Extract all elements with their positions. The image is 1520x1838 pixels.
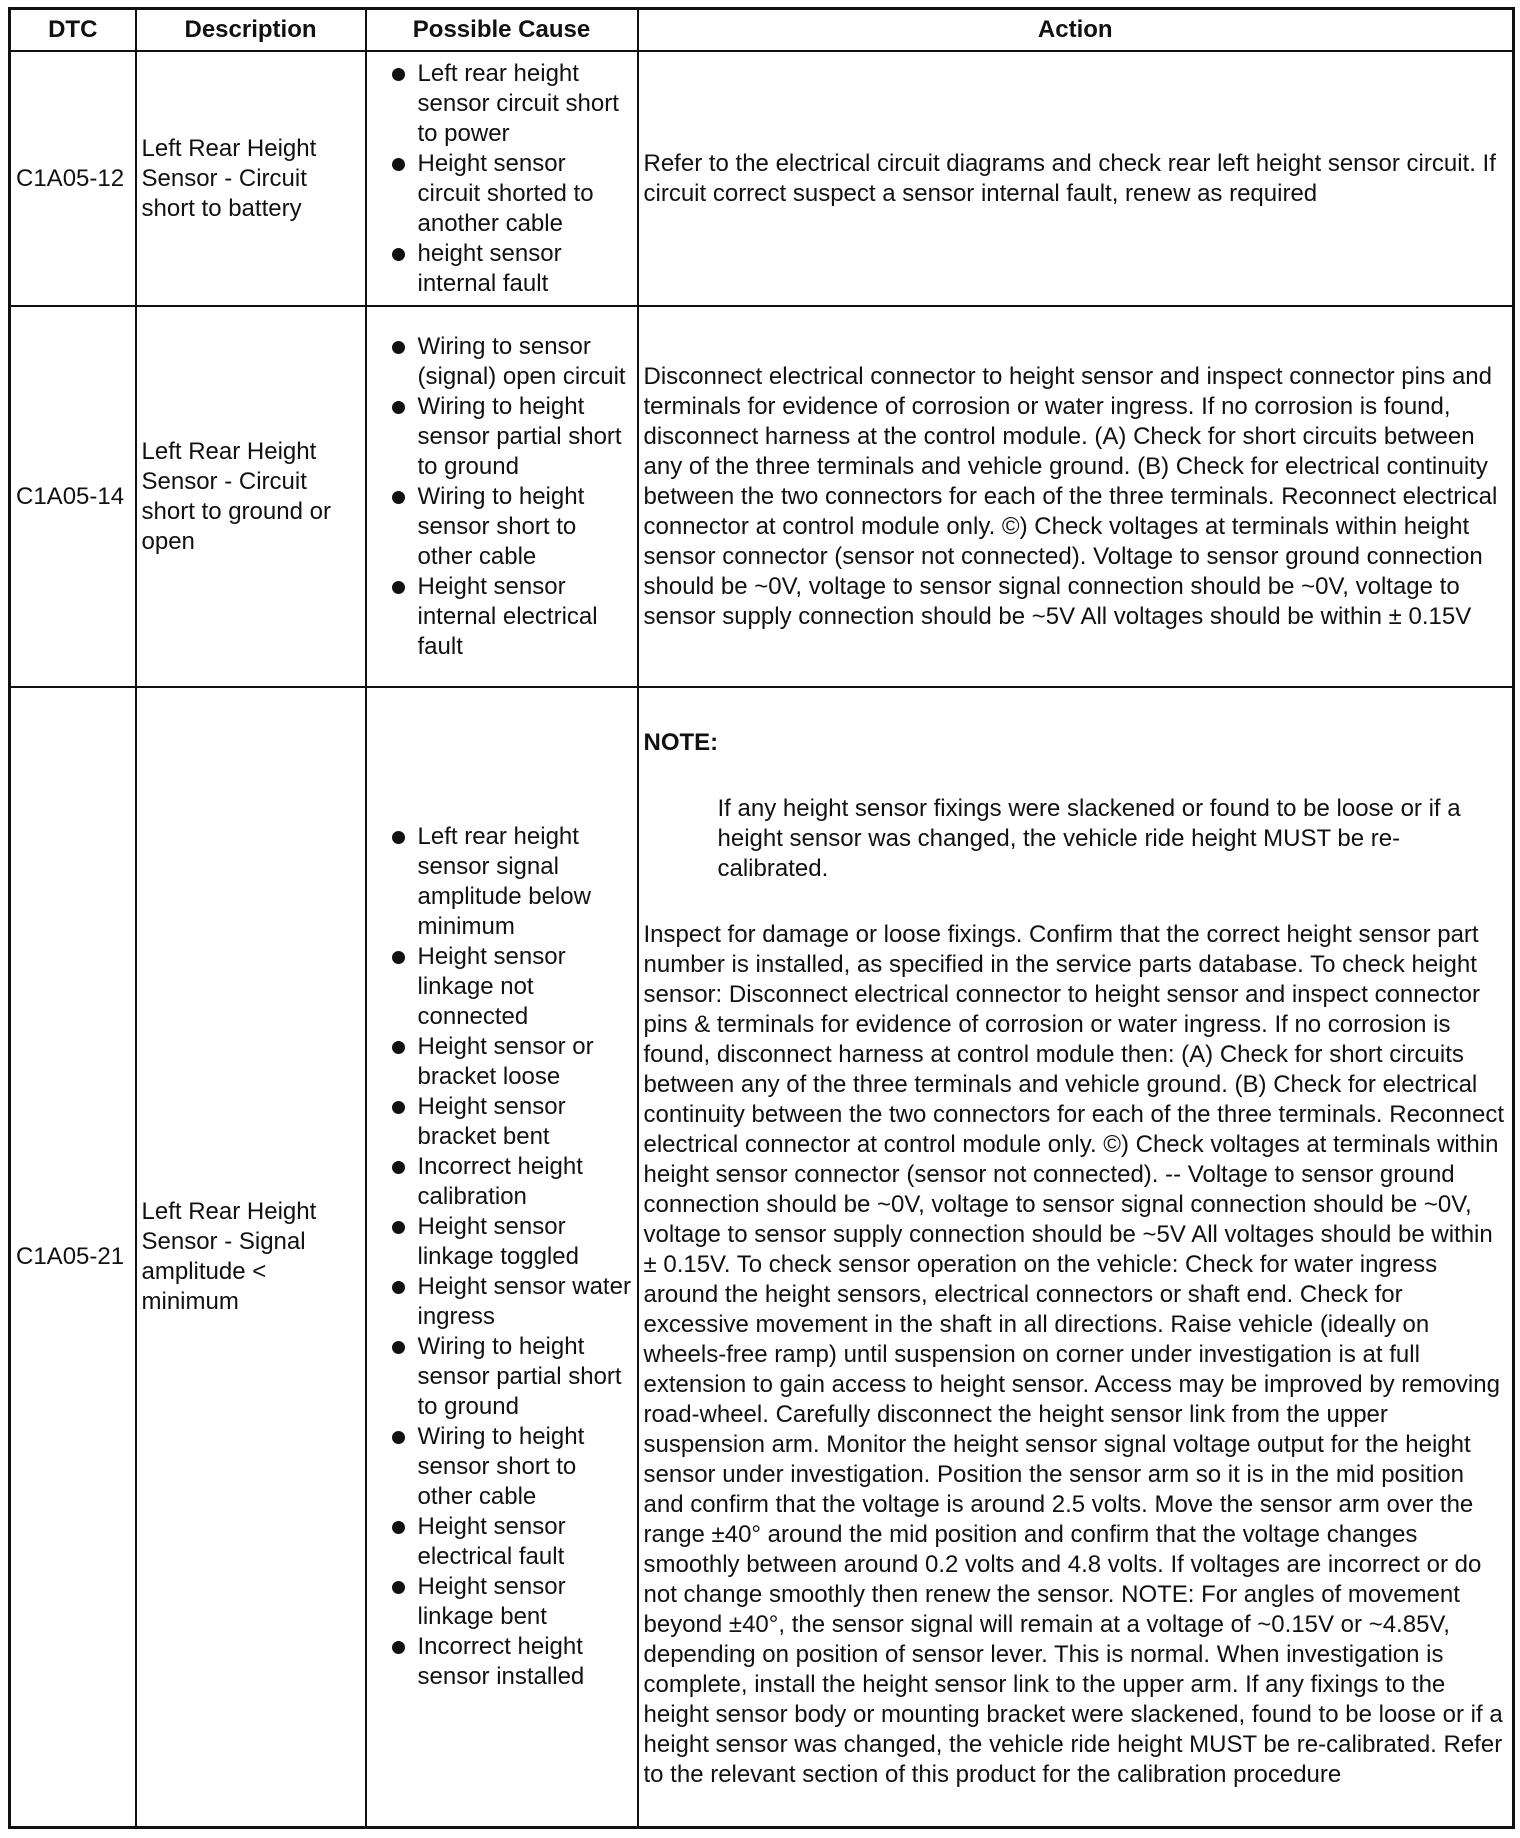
dtc-code: C1A05-12 <box>10 51 136 306</box>
cause-item: Incorrect height sensor installed <box>372 1632 633 1692</box>
cause-item: Height sensor linkage bent <box>372 1572 633 1632</box>
action-cell <box>638 687 1514 1828</box>
cause-item: Left rear height sensor circuit short to power <box>372 59 633 149</box>
cause-item: Wiring to height sensor short to other cable <box>372 482 633 572</box>
cause-item: Wiring to sensor (signal) open circuit <box>372 332 633 392</box>
dtc-table <box>8 7 1515 1829</box>
cause-item: Height sensor internal electrical fault <box>372 572 633 662</box>
dtc-code: C1A05-14 <box>10 306 136 687</box>
header-description: Description <box>136 9 366 52</box>
cause-item: Height sensor linkage toggled <box>372 1212 633 1272</box>
possible-cause-cell <box>366 51 638 306</box>
cause-item: Height sensor linkage not connected <box>372 942 633 1032</box>
table-row <box>10 687 1514 1828</box>
action-text: Disconnect electrical connector to height sensor and inspect connector pins and terminals for evidence of corrosion or water ingress. If no corrosion is found, disconnect harness at the control module. (A) Check for short circuits between any of the three terminals and vehicle ground. (B) Check for electrical continuity between the two connectors for each of the three terminals. Reconnect electrical connector at control module only. ©) Check voltages at terminals within height sensor connector (sensor not connected). Voltage to sensor ground connection should be ~0V, voltage to sensor signal connection should be ~0V, voltage to sensor supply connection should be ~5V All voltages should be within ± 0.15V <box>638 306 1514 687</box>
note-label: NOTE: <box>643 729 719 756</box>
cause-item: Wiring to height sensor partial short to ground <box>372 1332 633 1422</box>
cause-list <box>372 332 633 662</box>
cause-item: Wiring to height sensor short to other cable <box>372 1422 633 1512</box>
possible-cause-cell <box>366 306 638 687</box>
table-row <box>10 306 1514 687</box>
note-text: If any height sensor fixings were slackened or found to be loose or if a height sensor was changed, the vehicle ride height MUST be re-calibrated. <box>717 795 1461 882</box>
cause-item: Height sensor or bracket loose <box>372 1032 633 1092</box>
cause-item: Wiring to height sensor partial short to ground <box>372 392 633 482</box>
dtc-description: Left Rear Height Sensor - Circuit short to ground or open <box>136 306 366 687</box>
table-row <box>10 51 1514 306</box>
cause-item: Height sensor electrical fault <box>372 1512 633 1572</box>
cause-item: Height sensor water ingress <box>372 1272 633 1332</box>
cause-list <box>372 822 633 1692</box>
action-text: Refer to the electrical circuit diagrams and check rear left height sensor circuit. If circuit correct suspect a sensor internal fault, renew as required <box>638 51 1514 306</box>
cause-item: Left rear height sensor signal amplitude below minimum <box>372 822 633 942</box>
cause-item: Height sensor circuit shorted to another cable <box>372 149 633 239</box>
dtc-description: Left Rear Height Sensor - Signal amplitude < minimum <box>136 687 366 1828</box>
header-action: Action <box>638 9 1514 52</box>
action-text: Inspect for damage or loose fixings. Confirm that the correct height sensor part number is installed, as specified in the service parts database. To check height sensor: Disconnect electrical connector to height sensor and inspect connector pins & terminals for evidence of corrosion or water ingress. If no corrosion is found, disconnect harness at control module then: (A) Check for short circuits between any of the three terminals and vehicle ground. (B) Check for electrical continuity between the two connectors for each of the three terminals. Reconnect electrical connector at control module only. ©) Check voltages at terminals within height sensor connector (sensor not connected). -- Voltage to sensor ground connection should be ~0V, voltage to sensor signal connection should be ~0V, voltage to sensor supply connection should be ~5V All voltages should be within ± 0.15V. To check sensor operation on the vehicle: Check for water ingress around the height sensors, electrical connectors or shaft end. Check for excessive movement in the shaft in all directions. Raise vehicle (ideally on wheels-free ramp) until suspension on corner under investigation is at full extension to gain access to height sensor. Access may be improved by removing road-wheel. Carefully disconnect the height sensor link from the upper suspension arm. Monitor the height sensor signal voltage output for the height sensor under investigation. Position the sensor arm so it is in the mid position and confirm that the voltage is around 2.5 volts. Move the sensor arm over the range ±40° around the mid position and confirm that the voltage changes smoothly between around 0.2 volts and 4.8 volts. If voltages are incorrect or do not change smoothly then renew the sensor. NOTE: For angles of movement beyond ±40°, the sensor signal will remain at a voltage of ~0.15V or ~4.85V, depending on position of sensor lever. This is normal. When investigation is complete, install the height sensor link to the upper arm. If any fixings to the height sensor body or mounting bracket were slackened, found to be loose or if a height sensor was changed, the vehicle ride height MUST be re-calibrated. Refer to the relevant section of this product for the calibration procedure <box>643 921 1504 1788</box>
header-dtc: DTC <box>10 9 136 52</box>
cause-item: Height sensor bracket bent <box>372 1092 633 1152</box>
cause-item: height sensor internal fault <box>372 239 633 299</box>
dtc-code: C1A05-21 <box>10 687 136 1828</box>
header-row <box>10 9 1514 52</box>
dtc-description: Left Rear Height Sensor - Circuit short to battery <box>136 51 366 306</box>
possible-cause-cell <box>366 687 638 1828</box>
cause-item: Incorrect height calibration <box>372 1152 633 1212</box>
cause-list <box>372 59 633 299</box>
header-possible-cause: Possible Cause <box>366 9 638 52</box>
